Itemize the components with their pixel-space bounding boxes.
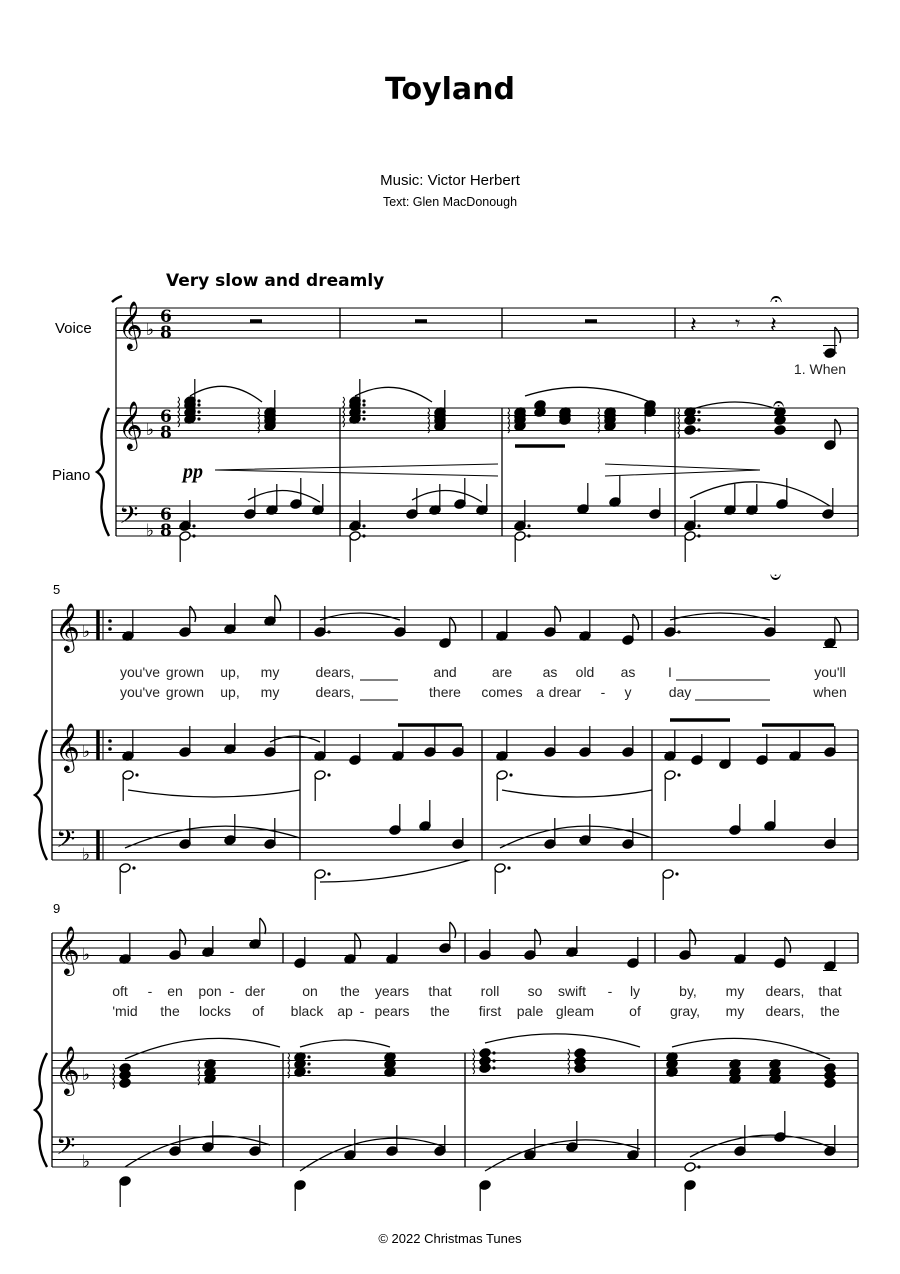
composer-credit: Music: Victor Herbert [380,172,520,189]
slur [355,387,432,402]
note [684,1162,701,1173]
lyric-verse2: dears, [765,1003,805,1019]
lyric-verse1: oft [112,983,128,999]
note [122,730,134,761]
lyric-verse2: my [260,684,280,700]
slur [300,1138,445,1171]
note [649,488,661,519]
note [406,488,418,519]
note [244,488,256,519]
note [734,933,746,964]
note [419,800,431,831]
lyric-verse2: my [725,1003,745,1019]
note [664,770,681,801]
note [627,937,639,968]
rest [250,319,262,323]
time-signature-top: 6 [160,505,172,525]
lyric-verse1: roll [480,983,500,999]
piano-brace [35,1053,47,1167]
note [764,606,776,637]
lyric-verse2: comes [481,684,523,700]
note [122,610,134,641]
arpeggio [598,408,600,433]
note [349,500,366,531]
key-signature-flat: ♭ [82,945,91,965]
slur [320,613,400,620]
lyric-verse1: and [433,664,457,680]
lyric-verse1: - [229,983,235,999]
time-signature-bottom: 8 [160,423,172,443]
note [439,922,456,953]
copyright-footer: © 2022 Christmas Tunes [378,1231,522,1246]
note [119,863,136,894]
lyric-verse2: y [624,684,632,700]
note [179,500,196,531]
note [394,606,406,637]
lyric-verse1: on [302,983,318,999]
note [344,933,361,964]
lyric-verse2: pale [516,1003,544,1019]
lyric-verse1: I [668,664,672,680]
note [664,606,681,637]
note [746,484,758,515]
key-signature-flat: ♭ [82,1152,91,1172]
note [514,531,531,562]
note [514,500,531,531]
note [496,770,513,801]
note [609,476,621,507]
time-signature-bottom: 8 [160,323,172,343]
note [392,730,404,761]
note [179,818,191,849]
note [179,726,191,757]
lyric-verse1: old [575,664,595,680]
slur [125,1136,270,1167]
lyric-verse2: gleam [555,1003,595,1019]
note [544,726,556,757]
key-signature-flat: ♭ [82,845,91,865]
note [386,1125,398,1156]
note [294,1180,306,1211]
note [386,933,398,964]
note [774,1111,786,1142]
voice-staff [116,308,858,338]
rest [415,319,427,323]
note [776,478,788,509]
lyric-verse1: dears, [765,983,805,999]
piano-brace [35,730,47,860]
lyric-verse2: - [600,684,606,700]
time-signature-top: 6 [160,407,172,427]
note [452,818,464,849]
slur [125,1038,280,1059]
lyric-verse1: my [725,983,745,999]
note [294,937,306,968]
note [684,531,701,562]
fermata-below-icon: 𝄑 [770,565,782,589]
lyric-verse1: up, [220,664,240,680]
note [264,818,276,849]
note [824,1125,836,1156]
chord-note [824,1078,836,1089]
slur [502,790,652,797]
score-title: Toyland [384,72,515,107]
slur [270,736,320,742]
lyric-verse2: gray, [669,1003,701,1019]
chord-note [119,1078,131,1089]
note [756,734,768,765]
note [179,531,196,562]
lyric-verse2: 'mid [112,1003,138,1019]
lyric-verse2: black [290,1003,324,1019]
treble-clef-icon: 𝄞 [55,722,80,771]
note [496,730,508,761]
note [264,595,281,626]
lyric-verse1: en [167,983,183,999]
note [434,1125,446,1156]
note [684,500,701,531]
lyric-verse2: dears, [315,684,355,700]
note [349,531,366,562]
note [452,726,464,757]
lyric-verse2: drear [548,684,582,700]
slur [190,386,262,402]
lyricist-credit: Text: Glen MacDonough [382,195,518,209]
note [479,1180,491,1211]
slur [690,1135,830,1157]
eighth-rest: 𝄾 [735,311,741,335]
treble-clef-icon: 𝄞 [55,925,80,974]
lyric-verse1: you've [119,664,161,680]
note [119,1176,131,1207]
measure-number-9: 9 [53,901,61,916]
note [566,926,578,957]
tempo-marking: Very slow and dreamly [166,271,385,291]
note [824,726,836,757]
note [664,730,676,761]
note [729,804,741,835]
chord-note [774,425,786,436]
treble-clef-icon: 𝄞 [118,400,143,449]
lyric-when: 1. When [793,361,847,377]
note [119,933,131,964]
lyric-verse1: by, [679,983,697,999]
note [349,734,361,765]
time-signature-bottom: 8 [160,521,172,541]
note [122,770,139,801]
lyric-verse2: pears [374,1003,410,1019]
note [824,818,836,849]
key-signature-flat: ♭ [146,320,155,340]
key-signature-flat: ♭ [82,622,91,642]
chord-note [684,425,701,436]
rest [585,319,597,323]
slur [412,490,482,502]
lyric-verse1: are [491,664,513,680]
note [662,869,679,900]
treble-clef-icon: 𝄞 [118,300,143,349]
lyric-verse1: dears, [315,664,355,680]
dynamic-pp: pp [183,461,203,483]
note [314,869,331,900]
lyric-verse1: the [340,983,360,999]
note [224,723,236,754]
key-signature-flat: ♭ [82,742,91,762]
lyric-verse2: when [813,684,847,700]
lyric-verse1: pon [198,983,222,999]
note [684,1180,696,1211]
lyric-verse1: so [527,983,543,999]
slur [320,860,470,882]
lyric-verse1: - [607,983,613,999]
lyric-verse1: as [542,664,558,680]
lyric-verse2: - [359,1003,365,1019]
note [622,818,634,849]
note [622,726,634,757]
chord-note [774,415,786,426]
note [764,800,776,831]
time-signature-top: 6 [160,307,172,327]
lyric-verse2: up, [220,684,240,700]
note [266,484,278,515]
piano-brace [97,408,109,536]
treble-clef-icon: 𝄞 [55,1045,80,1094]
note [579,610,591,641]
note [822,488,834,519]
lyric-verse2: first [478,1003,502,1019]
lyric-verse1: ly [629,983,641,999]
measure-number-5: 5 [53,582,61,597]
lyric-verse1: swift [558,983,586,999]
note [774,937,791,968]
slur [248,490,320,502]
note [169,1125,181,1156]
note [494,863,511,894]
note [314,606,331,637]
fermata-icon: 𝄐 [773,391,785,415]
key-signature-flat: ♭ [146,521,155,541]
bass-clef-icon: 𝄢 [56,825,76,860]
chord-note [684,415,701,426]
note [577,483,589,514]
slur [670,613,770,620]
slur [672,1038,830,1059]
lyric-verse1: as [620,664,636,680]
lyric-verse1: - [147,983,153,999]
slur [300,1040,390,1047]
lyric-verse2: a [536,684,544,700]
note [249,918,266,949]
lyric-verse1: years [374,983,410,999]
note [314,770,331,801]
note [312,484,324,515]
note [389,804,401,835]
voice-label: Voice [55,320,92,337]
lyric-verse2: the [430,1003,450,1019]
key-signature-flat: ♭ [82,1065,91,1085]
note [824,419,841,450]
arpeggio [198,1060,200,1085]
bass-clef-icon: 𝄢 [56,1132,76,1167]
arpeggio [288,1053,290,1078]
quarter-rest: 𝄽 [770,313,777,338]
lyric-verse2: day [668,684,692,700]
note [579,726,591,757]
note [724,484,736,515]
note [314,730,326,761]
piano-label: Piano [52,467,91,484]
slur [485,1034,640,1047]
lyric-verse1: that [818,983,842,999]
lyric-verse1: you'll [814,664,846,680]
bass-clef-icon: 𝄢 [119,501,139,536]
arpeggio [428,408,430,433]
slur [690,402,780,410]
lyric-verse1: my [260,664,280,680]
decrescendo-hairpin [605,464,760,476]
note [691,734,703,765]
lyric-verse2: grown [165,684,205,700]
note [719,738,731,769]
lyric-verse2: ap [337,1003,353,1019]
note [734,1125,746,1156]
lyric-verse2: there [429,684,461,700]
piano-treble-staff [116,408,858,438]
quarter-rest: 𝄽 [690,313,697,338]
slur [128,790,300,797]
lyric-verse1: grown [165,664,205,680]
arpeggio [508,408,510,433]
lyric-verse1: der [244,983,266,999]
key-signature-flat: ♭ [146,420,155,440]
arpeggio [258,408,260,433]
note [496,610,508,641]
note [789,730,801,761]
note [424,726,436,757]
lyric-verse2: the [820,1003,840,1019]
crescendo-hairpin [215,464,498,476]
note [479,929,491,960]
lyric-verse2: of [252,1003,264,1019]
note [429,484,441,515]
slur [525,387,650,402]
lyric-verse2: locks [199,1003,231,1019]
note [224,603,236,634]
lyric-verse2: you've [119,684,161,700]
note [622,614,639,645]
note [202,926,214,957]
lyric-verse1: that [428,983,452,999]
fermata-icon: 𝄐 [770,287,783,312]
treble-clef-icon: 𝄞 [55,602,80,651]
voice-note [824,327,841,358]
lyric-verse2: of [629,1003,641,1019]
lyric-verse2: the [160,1003,180,1019]
slur [690,482,830,506]
note [544,818,556,849]
